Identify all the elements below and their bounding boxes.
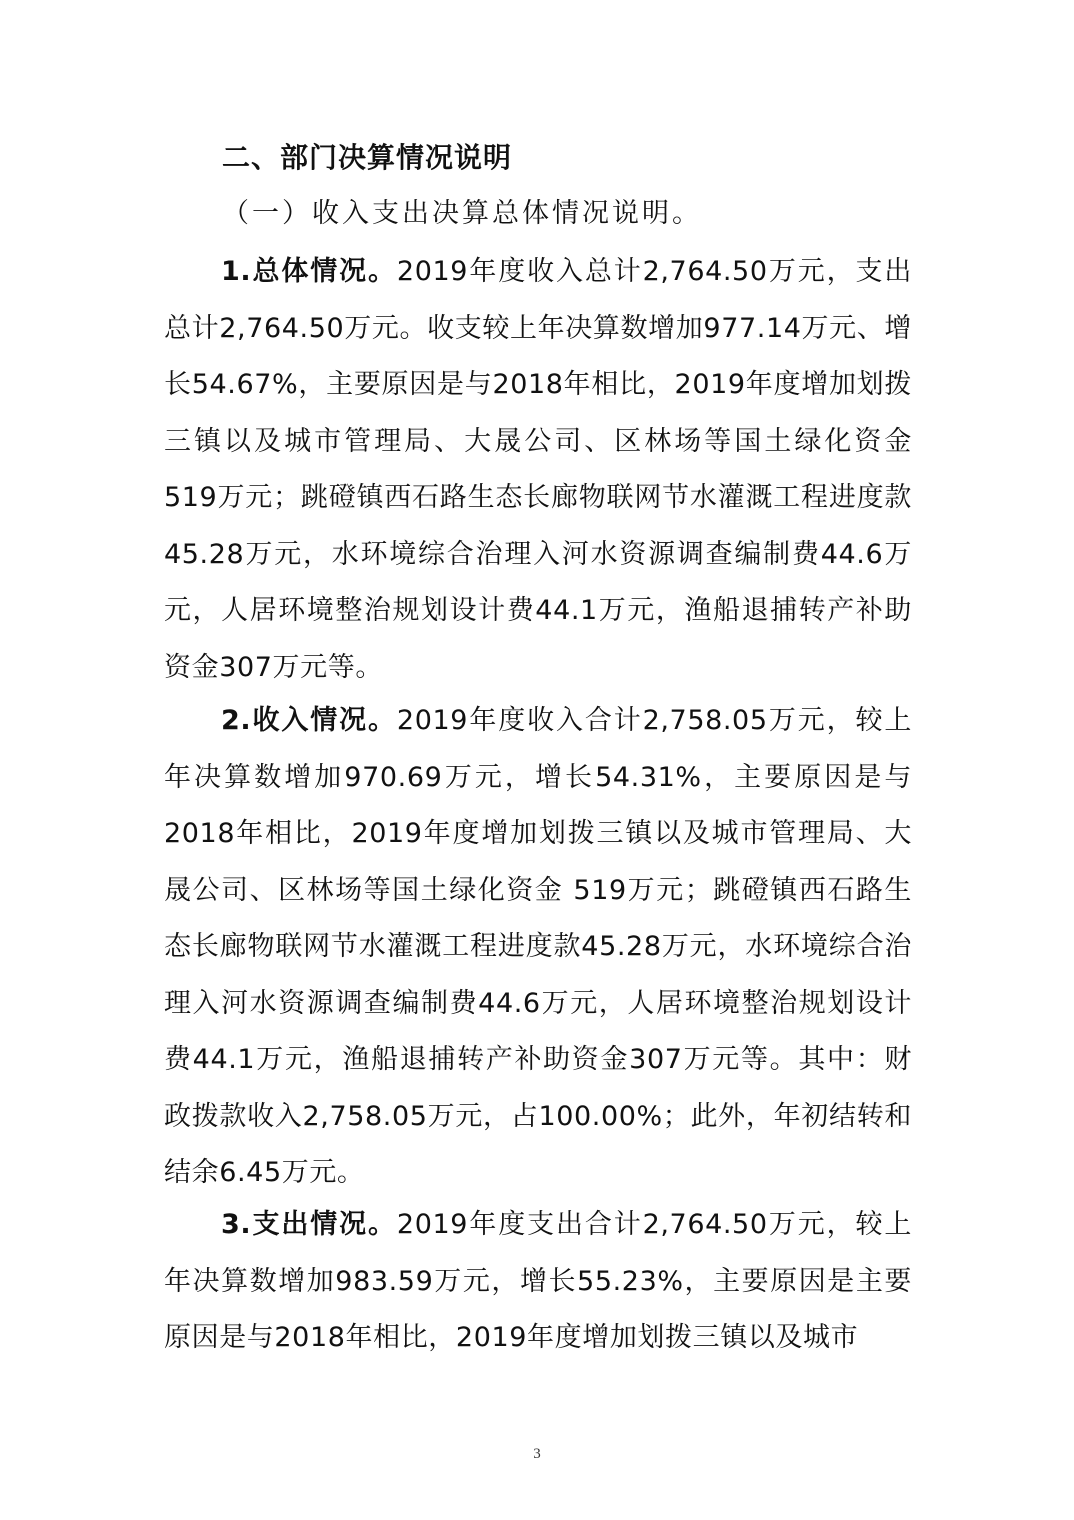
paragraph-body: 2019年度支出合计2,764.50万元，较上年决算数增加983.59万元，增长55.23%，主要原因是主要原因是与2018年相比，2019年度增加划拨三镇以及城市 (164, 1209, 912, 1353)
paragraph-body: 2019年度收入合计2,758.05万元，较上年决算数增加970.69万元，增长54.31%，主要原因是与2018年相比，2019年度增加划拨三镇以及城市管理局、大晟公司、区林场等国土绿化资金 519万元；跳磴镇西石路生态长廊物联网节水灌溉工程进度款45.28万元，水环境综合治理入河水资源调查编制费44.6万元，人居环境整治规划设计费44.1万元，渔船退捕转产补助资金307万元等。其中：财政拨款收入2,758.05万元，占100.00%；此外，年初结转和结余6.45万元。 (164, 705, 913, 1188)
paragraph-lead: 2.收入情况。 (221, 705, 397, 736)
paragraph-body: 2019年度收入总计2,764.50万元，支出总计2,764.50万元。收支较上年决算数增加977.14万元、增长54.67%，主要原因是与2018年相比，2019年度增加划拨三镇以及城市管理局、大晟公司、区林场等国土绿化资金 519万元；跳磴镇西石路生态长廊物联网节水灌溉工程进度款45.28万元，水环境综合治理入河水资源调查编制费44.6万元，人居环境整治规划设计费44.1万元，渔船退捕转产补助资金307万元等。 (164, 256, 913, 683)
paragraph-expenditure (164, 1197, 912, 1367)
section-heading: 二、部门决算情况说明 (222, 141, 513, 174)
subsection-heading: （一）收入支出决算总体情况说明。 (222, 198, 702, 229)
page-number: 3 (533, 1446, 541, 1462)
paragraph-lead: 3.支出情况。 (221, 1209, 397, 1240)
paragraph-lead: 1.总体情况。 (221, 256, 397, 287)
paragraph-income (164, 693, 912, 1202)
paragraph-overall (164, 244, 912, 696)
